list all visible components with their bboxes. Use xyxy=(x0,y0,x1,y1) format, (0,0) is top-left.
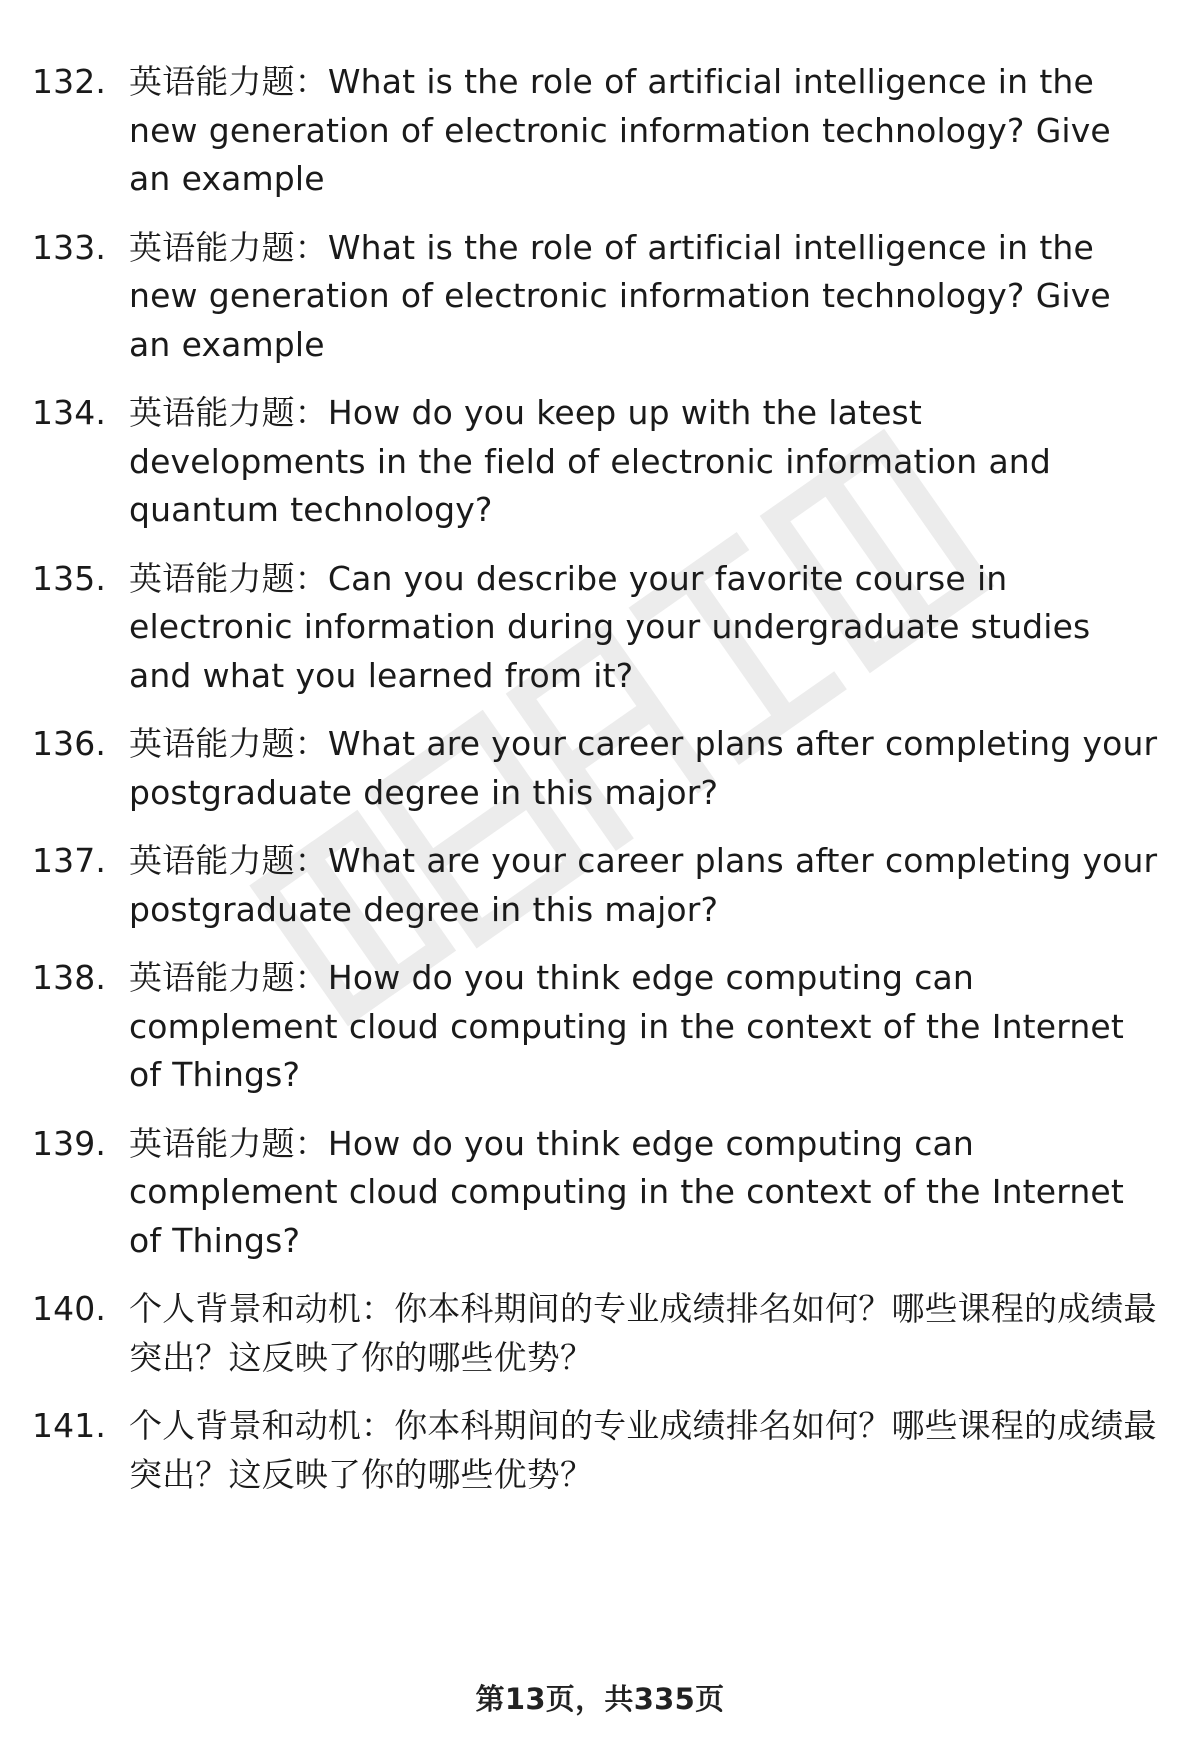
question-item-133 xyxy=(32,224,1162,370)
question-item-136 xyxy=(32,720,1162,817)
question-item-139 xyxy=(32,1120,1162,1266)
question-item-141 xyxy=(32,1402,1162,1499)
question-number: 141. xyxy=(32,1406,107,1445)
question-number: 134. xyxy=(32,393,107,432)
question-text: 个人背景和动机：你本科期间的专业成绩排名如何？哪些课程的成绩最突出？这反映了你的哪些优势？ xyxy=(129,1406,1157,1494)
question-item-137 xyxy=(32,837,1162,934)
question-item-134 xyxy=(32,389,1162,535)
question-number: 135. xyxy=(32,558,107,598)
question-item-138 xyxy=(32,954,1162,1100)
question-text: 英语能力题：What are your career plans after completing your postgraduate degree in this major? xyxy=(129,724,1158,812)
question-text: 英语能力题：How do you think edge computing can complement cloud computing in the context of the Internet of Things? xyxy=(129,958,1124,1094)
question-number: 139. xyxy=(32,1123,107,1163)
question-text: 英语能力题：What is the role of artificial intelligence in the new generation of electronic information technology? Give an example xyxy=(129,227,1111,364)
question-text: 英语能力题：What are your career plans after completing your postgraduate degree in this major? xyxy=(129,841,1158,929)
question-text: 英语能力题：How do you keep up with the latest developments in the field of electronic information and quantum technology? xyxy=(129,393,1051,529)
question-number: 138. xyxy=(32,958,107,997)
question-text: 个人背景和动机：你本科期间的专业成绩排名如何？哪些课程的成绩最突出？这反映了你的哪些优势？ xyxy=(129,1289,1157,1377)
question-number: 140. xyxy=(32,1289,107,1328)
question-number: 137. xyxy=(32,841,107,880)
question-item-132 xyxy=(32,58,1162,204)
page-number-footer: 第13页，共335页 xyxy=(475,1682,725,1716)
question-text: 英语能力题：Can you describe your favorite course in electronic information during your undergraduate studies and what you learned from it? xyxy=(129,558,1091,695)
question-item-135 xyxy=(32,555,1162,701)
question-text: 英语能力题：How do you think edge computing can complement cloud computing in the context of the Internet of Things? xyxy=(129,1123,1124,1260)
question-number: 133. xyxy=(32,227,107,267)
question-text: 英语能力题：What is the role of artificial intelligence in the new generation of electronic information technology? Give an example xyxy=(129,62,1111,198)
question-item-140 xyxy=(32,1285,1162,1382)
question-list xyxy=(32,58,1162,1499)
question-number: 136. xyxy=(32,724,107,763)
question-number: 132. xyxy=(32,62,107,101)
